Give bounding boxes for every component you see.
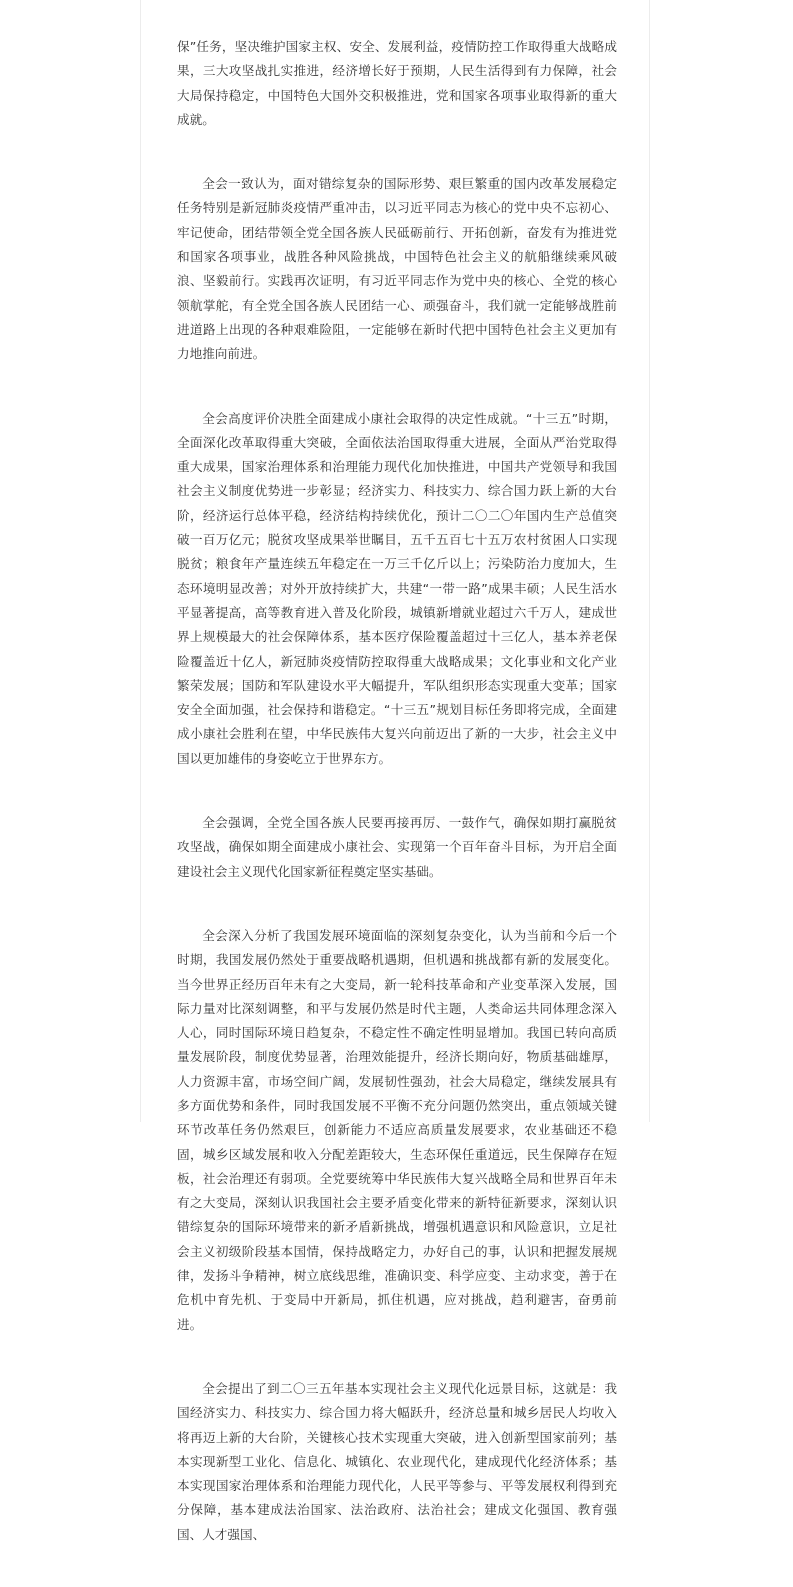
article-body (177, 35, 617, 1587)
paragraph: 全会一致认为，面对错综复杂的国际形势、艰巨繁重的国内改革发展稳定任务特别是新冠肺炎疫情严重冲击，以习近平同志为核心的党中央不忘初心、牢记使命，团结带领全党全国各族人民砥砺前行、开拓创新，奋发有为推进党和国家各项事业，战胜各种风险挑战，中国特色社会主义的航船继续乘风破浪、坚毅前行。实践再次证明，有习近平同志作为党中央的核心、全党的核心领航掌舵，有全党全国各族人民团结一心、顽强奋斗，我们就一定能够战胜前进道路上出现的各种艰难险阻，一定能够在新时代把中国特色社会主义更加有力地推向前进。 (177, 176, 617, 362)
paragraph: 全会强调，全党全国各族人民要再接再厉、一鼓作气，确保如期打赢脱贫攻坚战，确保如期全面建成小康社会、实现第一个百年奋斗目标，为开启全面建设社会主义现代化国家新征程奠定坚实基础。 (177, 815, 617, 879)
paragraph: 全会高度评价决胜全面建成小康社会取得的决定性成就。“十三五”时期，全面深化改革取得重大突破，全面依法治国取得重大进展，全面从严治党取得重大成果，国家治理体系和治理能力现代化加快推进，中国共产党领导和我国社会主义制度优势进一步彰显；经济实力、科技实力、综合国力跃上新的大台阶，经济运行总体平稳，经济结构持续优化，预计二〇二〇年国内生产总值突破一百万亿元；脱贫攻坚成果举世瞩目，五千五百七十五万农村贫困人口实现脱贫；粮食年产量连续五年稳定在一万三千亿斤以上；污染防治力度加大，生态环境明显改善；对外开放持续扩大，共建“一带一路”成果丰硕；人民生活水平显著提高，高等教育进入普及化阶段，城镇新增就业超过六千万人，建成世界上规模最大的社会保障体系，基本医疗保险覆盖超过十三亿人，基本养老保险覆盖近十亿人，新冠肺炎疫情防控取得重大战略成果；文化事业和文化产业繁荣发展；国防和军队建设水平大幅提升，军队组织形态实现重大变革；国家安全全面加强，社会保持和谐稳定。“十三五”规划目标任务即将完成，全面建成小康社会胜利在望，中华民族伟大复兴向前迈出了新的一大步，社会主义中国以更加雄伟的身姿屹立于世界东方。 (177, 410, 617, 766)
paragraph: 全会提出了到二〇三五年基本实现社会主义现代化远景目标，这就是：我国经济实力、科技实力、综合国力将大幅跃升，经济总量和城乡居民人均收入将再迈上新的大台阶，关键核心技术实现重大突破，进入创新型国家前列；基本实现新型工业化、信息化、城镇化、农业现代化，建成现代化经济体系；基本实现国家治理体系和治理能力现代化，人民平等参与、平等发展权利得到充分保障，基本建成法治国家、法治政府、法治社会；建成文化强国、教育强国、人才强国、 (177, 1380, 617, 1542)
paragraph: 全会深入分析了我国发展环境面临的深刻复杂变化，认为当前和今后一个时期，我国发展仍然处于重要战略机遇期，但机遇和挑战都有新的发展变化。当今世界正经历百年未有之大变局，新一轮科技革命和产业变革深入发展，国际力量对比深刻调整，和平与发展仍然是时代主题，人类命运共同体理念深入人心，同时国际环境日趋复杂，不稳定性不确定性明显增加。我国已转向高质量发展阶段，制度优势显著，治理效能提升，经济长期向好，物质基础雄厚，人力资源丰富，市场空间广阔，发展韧性强劲，社会大局稳定，继续发展具有多方面优势和条件，同时我国发展不平衡不充分问题仍然突出，重点领域关键环节改革任务仍然艰巨，创新能力不适应高质量发展要求，农业基础还不稳固，城乡区域发展和收入分配差距较大，生态环保任重道远，民生保障存在短板，社会治理还有弱项。全党要统筹中华民族伟大复兴战略全局和世界百年未有之大变局，深刻认识我国社会主要矛盾变化带来的新特征新要求，深刻认识错综复杂的国际环境带来的新矛盾新挑战，增强机遇意识和风险意识，立足社会主义初级阶段基本国情，保持战略定力，办好自己的事，认识和把握发展规律，发扬斗争精神，树立底线思维，准确识变、科学应变、主动求变，善于在危机中育先机、于变局中开新局，抓住机遇，应对挑战，趋利避害，奋勇前进。 (177, 927, 617, 1332)
document-page (140, 0, 650, 1542)
paragraph-continuation: 保”任务，坚决维护国家主权、安全、发展利益，疫情防控工作取得重大战略成果，三大攻坚战扎实推进，经济增长好于预期，人民生活得到有力保障，社会大局保持稳定，中国特色大国外交积极推进，党和国家各项事业取得新的重大成就。 (177, 39, 617, 127)
